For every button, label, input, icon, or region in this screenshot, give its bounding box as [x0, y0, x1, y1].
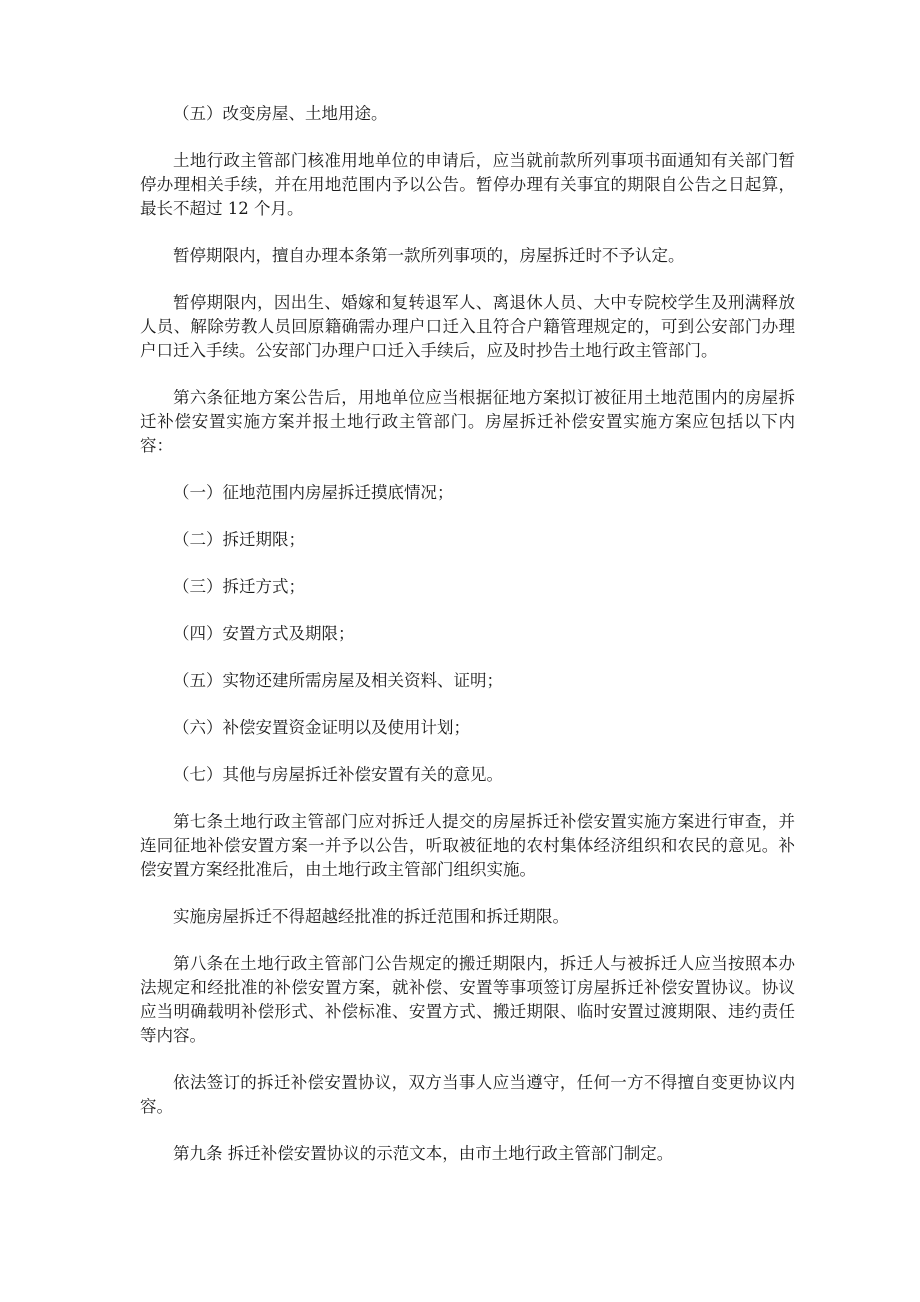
paragraph-hukou-exceptions: 暂停期限内，因出生、婚嫁和复转退军人、离退休人员、大中专院校学生及刑满释放人员、解除劳教人员回原籍确需办理户口迁入且符合户籍管理规定的，可到公安部门办理户口迁入手续。公安部门办理户口迁入手续后，应及时抄告土地行政主管部门。 — [140, 293, 795, 360]
list-item-1-survey: （一）征地范围内房屋拆迁摸底情况； — [173, 483, 454, 502]
paragraph-article-7: 第七条土地行政主管部门应对拆迁人提交的房屋拆迁补偿安置实施方案进行审查，并连同征地补偿安置方案一并予以公告，听取被征地的农村集体经济组织和农民的意见。补偿安置方案经批准后，由土地行政主管部门组织实施。 — [140, 812, 795, 879]
paragraph-article-8: 第八条在土地行政主管部门公告规定的搬迁期限内，拆迁人与被拆迁人应当按照本办法规定和经批准的补偿安置方案，就补偿、安置等事项签订房屋拆迁补偿安置协议。协议应当明确载明补偿形式、补偿标准、安置方式、搬迁期限、临时安置过渡期限、违约责任等内容。 — [140, 954, 795, 1045]
paragraph-article-9: 第九条 拆迁补偿安置协议的示范文本，由市土地行政主管部门制定。 — [173, 1144, 674, 1163]
list-item-7-other: （七）其他与房屋拆迁补偿安置有关的意见。 — [173, 765, 503, 784]
paragraph-scope-limit: 实施房屋拆迁不得超越经批准的拆迁范围和拆迁期限。 — [173, 907, 569, 926]
paragraph-approval-notice: 土地行政主管部门核准用地单位的申请后，应当就前款所列事项书面通知有关部门暂停办理相关手续，并在用地范围内予以公告。暂停办理有关事宜的期限自公告之日起算，最长不超过 12 个月。 — [140, 151, 795, 218]
paragraph-item-5-change-use: （五）改变房屋、土地用途。 — [173, 104, 388, 123]
paragraph-suspension-unrecognized: 暂停期限内，擅自办理本条第一款所列事项的，房屋拆迁时不予认定。 — [173, 246, 685, 265]
paragraph-agreement-binding: 依法签订的拆迁补偿安置协议，双方当事人应当遵守，任何一方不得擅自变更协议内容。 — [140, 1073, 795, 1116]
list-item-6-funds: （六）补偿安置资金证明以及使用计划； — [173, 718, 470, 737]
paragraph-article-6: 第六条征地方案公告后，用地单位应当根据征地方案拟订被征用土地范围内的房屋拆迁补偿安置实施方案并报土地行政主管部门。房屋拆迁补偿安置实施方案应包括以下内容： — [140, 388, 795, 455]
list-item-4-resettlement: （四）安置方式及期限； — [173, 624, 355, 643]
list-item-5-rebuild: （五）实物还建所需房屋及相关资料、证明； — [173, 671, 503, 690]
document-body — [140, 102, 795, 1189]
list-item-2-period: （二）拆迁期限； — [173, 530, 305, 549]
list-item-3-method: （三）拆迁方式； — [173, 577, 305, 596]
